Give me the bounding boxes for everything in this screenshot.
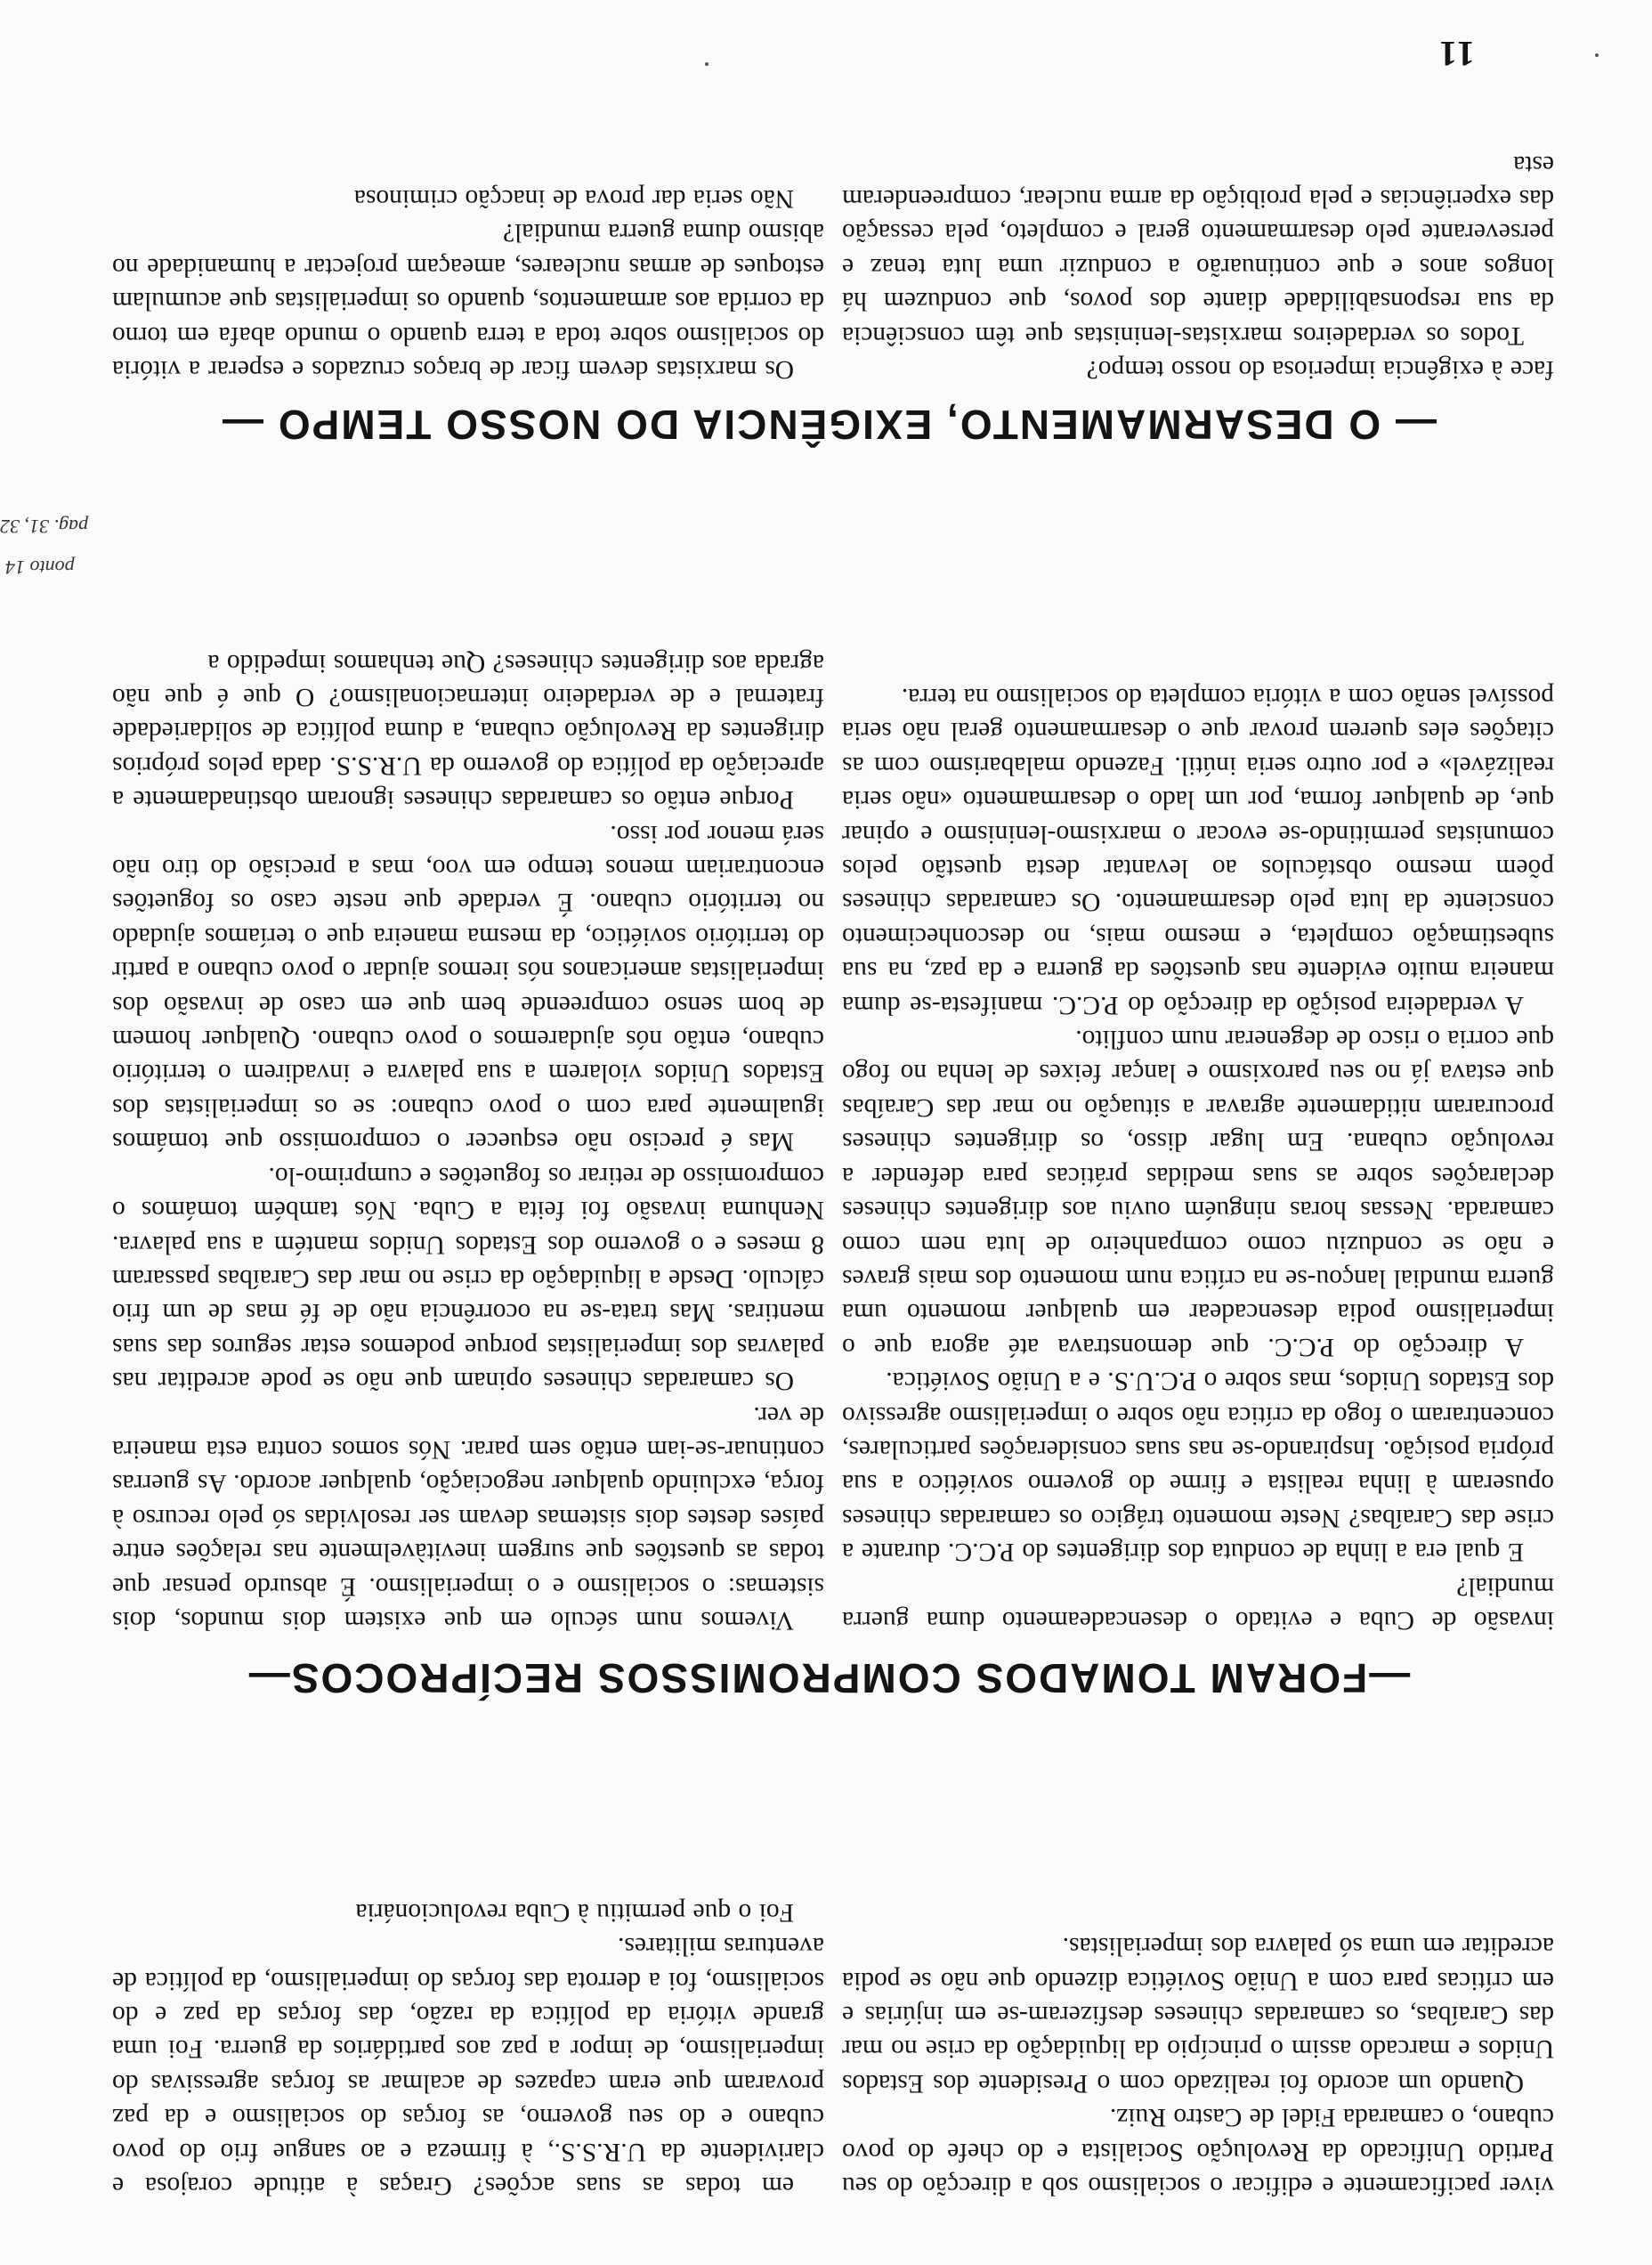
- paragraph: E qual era a linha de conduta dos dirigentes do P.C.C. durante a crise das Caraíbas? Neste momento trágico os camaradas chineses opuseram à linha realista e firme do governo soviético a sua própria posição. Inspirando-se nas suas considerações particulares, concentraram o fogo da crítica não sobre o imperialismo agressivo dos Estados Unidos, mas sobre o P.C.U.S. e a União Soviética.: [842, 1367, 1554, 1567]
- speck: [1595, 53, 1599, 57]
- paragraph: Os camaradas chineses opinam que não se pode acreditar nas palavras dos imperialistas porque podemos estar seguros das suas mentiras. Mas trata-se na ocorrência não de fé mas de um frio cálculo. Desde a liquidação da crise no mar das Caraíbas passaram 8 meses e o governo dos Estados Unidos mantém a sua palavra. Nenhuma invasão foi feita a Cuba. Nós também tomámos o compromisso de retirar os foguetões e cumprimo-lo.: [112, 1161, 824, 1396]
- paragraph: Todos os verdadeiros marxistas-leninistas que têm consciência da sua responsabilidade diante dos povos, que conduzem há longos anos e que continuarão a conduzir uma luta tenaz e perseverante pelo desarmamento geral e completo, pela cessação das experiências e pela proibição da arma nuclear, compreenderam esta: [842, 150, 1554, 350]
- column-right-bottom: [842, 48, 1554, 386]
- page-number: 11: [1437, 34, 1475, 74]
- paragraph: em todas as suas acções? Graças à atitude corajosa e clarividente da U.R.S.S., à firmeza e ao sangue frio do povo cubano e do seu governo, as forças do socialismo e da paz provaram que eram capazes de acalmar as forças agressivas do imperialismo, de impor a paz aos partidários da guerra. Foi uma grande vitória da política da razão, das forças da paz e do socialismo, foi a derrota das forças do imperialismo, da política de aventuras militares.: [112, 1932, 824, 2200]
- speck: [705, 62, 709, 66]
- paragraph: invasão de Cuba e evitado o desencadeamento duma guerra mundial?: [842, 1571, 1554, 1635]
- paragraph: A direcção do P.C.C. que demonstrava até agora que o imperialismo podia desencadear em qualquer momento uma guerra mundial lançou-se na crítica num momento dos mais graves e não se conduziu como companheiro de luta nem como camarada. Nessas horas ninguém ouviu aos dirigentes chineses declarações sobre as suas medidas práticas para defender a revolução cubana. Em lugar disso, os dirigentes chineses procuraram nitidamente agravar a situação no mar das Caraíbas que estava já no seu paroxismo e lançar feixes de lenha no fogo que corria o risco de degenerar num conflito.: [842, 1025, 1554, 1361]
- paragraph: Os marxistas devem ficar de braços cruzados e esperar a vitória do socialismo sobre toda a terra quando o mundo abafa em torno da corrida aos armamentos, quando os imperialistas que acumulam estoques de armas nucleares, ameaçam projectar a humanidade no abismo duma guerra mundial?: [112, 218, 824, 384]
- paragraph: Foi o que permitiu à Cuba revolucionária: [355, 1897, 794, 1927]
- paragraph: Mas é preciso não esquecer o compromisso que tomámos igualmente para com o povo cubano: se os imperialistas dos Estados Unidos violarem a sua palavra e invadirem o território cubano, então nós ajudaremos o povo cubano. Qualquer homem de bom senso compreende bem que em caso de invasão dos imperialistas americanos nós iremos ajudar o povo cubano a partir do território soviético, da mesma maneira que o teríamos ajudado no território cubano. É verdade que neste caso os foguetões encontrariam menos tempo em voo, mas a precisão do tiro não será menor por isso.: [112, 819, 824, 1157]
- paragraph: face à exigência imperiosa do nosso tempo?: [1086, 355, 1554, 384]
- paragraph: Quando um acordo foi realizado com o Presidente dos Estados Unidos e marcado assim o princípio da liquidação da crise no mar das Caraíbas, os camaradas chineses desfizeram-se em injúrias e em críticas para com a União Soviética dizendo que não se podia acreditar em uma só palavra dos imperialistas.: [842, 1932, 1554, 2098]
- paragraph: Vivemos num século em que existem dois mundos, dois sistemas: o socialismo e o imperialismo. É absurdo pensar que todas as questões que surgem inevitàvelmente nas relações entre países destes dois sistemas devam ser resolvidas só pelo recurso à força, excluindo qualquer negociação, qualquer acordo. As guerras continuar-se-iam então sem parar. Nós somos contra esta maneira de ver.: [112, 1400, 824, 1635]
- margin-note-ponto: ponto 14: [5, 556, 75, 579]
- column-right-middle: [842, 547, 1554, 1637]
- section-heading-desarmamento: — O DESARMAMENTO, EXIGÊNCIA DO NOSSO TEMPO —: [221, 402, 1437, 448]
- column-left-bottom: [112, 48, 824, 386]
- column-left-top: [112, 1704, 824, 2203]
- paragraph: Não seria dar prova de inacção criminosa: [353, 183, 794, 213]
- section-heading-compromissos: —FORAM TOMADOS COMPROMISSOS RECÍPROCOS—: [247, 1655, 1411, 1701]
- paragraph: A verdadeira posição da direcção do P.C.C. manifesta-se duma maneira muito evidente nas questões da guerra e da paz, na sua subestimação completa, e mesmo mais, no desconhecimento consciente da luta pelo desarmamento. Os camaradas chineses põem mesmo obstáculos ao levantar desta questão pelos comunistas permitindo-se evocar o marxismo-leninismo e opinar que, de qualquer forma, por um lado o desarmamento «não seria realizável» e por outro seria inútil. Fazendo malabarismo com as citações eles querem provar que o desarmamento geral não seria possível senão com a vitória completa do socialismo na terra.: [842, 683, 1554, 1019]
- paragraph: Porque então os camaradas chineses ignoram obstinadamente a apreciação da política do governo da U.R.S.S. dada pelos próprios dirigentes da Revolução cubana, a duma política de solidariedade fraternal e de verdadeiro internacionalismo? O que é que não agrada aos dirigentes chineses? Que tenhamos impedido a: [112, 648, 824, 815]
- paragraph: viver pacificamente e edificar o socialismo sob a direcção do seu Partido Unificado da Revolução Socialista e do chefe do povo cubano, o camarada Fidel de Castro Ruiz.: [842, 2103, 1554, 2200]
- margin-note-pag: pag. 31, 32: [0, 516, 88, 538]
- column-left-middle: [112, 547, 824, 1637]
- column-right-top: [842, 1704, 1554, 2203]
